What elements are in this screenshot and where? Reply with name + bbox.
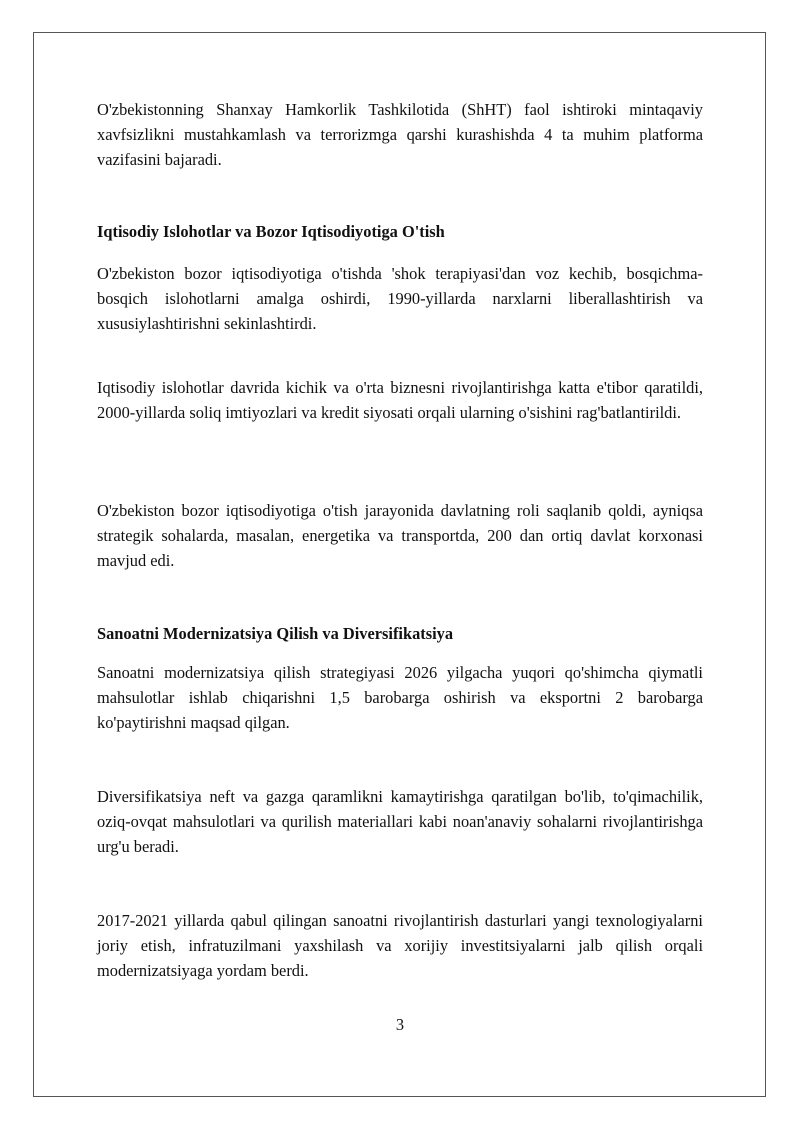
paragraph-development-programs: 2017-2021 yillarda qabul qilingan sanoatni rivojlantirish dasturlari yangi texnologiyalarni joriy etish, infratuzilmani yaxshilash va xorijiy investitsiyalarni jalb qilish orqali modernizatsiyaga yordam berdi. bbox=[97, 911, 703, 980]
paragraph-gradual-reforms: O'zbekiston bozor iqtisodiyotiga o'tishda 'shok terapiyasi'dan voz kechib, bosqichma-bosqich islohotlarni amalga oshirdi, 1990-yillarda narxlarni liberallashtirish va xususiylashtirishni sekinlashtirdi. bbox=[97, 264, 703, 333]
page-number: 3 bbox=[395, 1015, 405, 1034]
paragraph-sco-participation: O'zbekistonning Shanxay Hamkorlik Tashkilotida (ShHT) faol ishtiroki mintaqaviy xavfsizlikni mustahkamlash va terrorizmga qarshi kurashishda 4 ta muhim platforma vazifasini bajaradi. bbox=[97, 100, 703, 169]
section-heading-economic-reforms: Iqtisodiy Islohotlar va Bozor Iqtisodiyotiga O'tish bbox=[97, 222, 445, 241]
paragraph-diversification: Diversifikatsiya neft va gazga qaramlikni kamaytirishga qaratilgan bo'lib, to'qimachilik, oziq-ovqat mahsulotlari va qurilish materiallari kabi noan'anaviy sohalarni rivojlantirishga urg'u beradi. bbox=[97, 787, 703, 856]
section-heading-industrial-modernization: Sanoatni Modernizatsiya Qilish va Diversifikatsiya bbox=[97, 624, 454, 643]
paragraph-small-business: Iqtisodiy islohotlar davrida kichik va o'rta biznesni rivojlantirishga katta e'tibor qaratildi, 2000-yillarda soliq imtiyozlari va kredit siyosati orqali ularning o'sishini rag'batlantirildi. bbox=[97, 378, 703, 422]
paragraph-state-role: O'zbekiston bozor iqtisodiyotiga o'tish jarayonida davlatning roli saqlanib qoldi, ayniqsa strategik sohalarda, masalan, energetika va transportda, 200 dan ortiq davlat korxonasi mavjud edi. bbox=[97, 501, 703, 570]
paragraph-modernization-strategy: Sanoatni modernizatsiya qilish strategiyasi 2026 yilgacha yuqori qo'shimcha qiymatli mahsulotlar ishlab chiqarishni 1,5 barobarga oshirish va eksportni 2 barobarga ko'paytirishni maqsad qilgan. bbox=[97, 663, 703, 732]
